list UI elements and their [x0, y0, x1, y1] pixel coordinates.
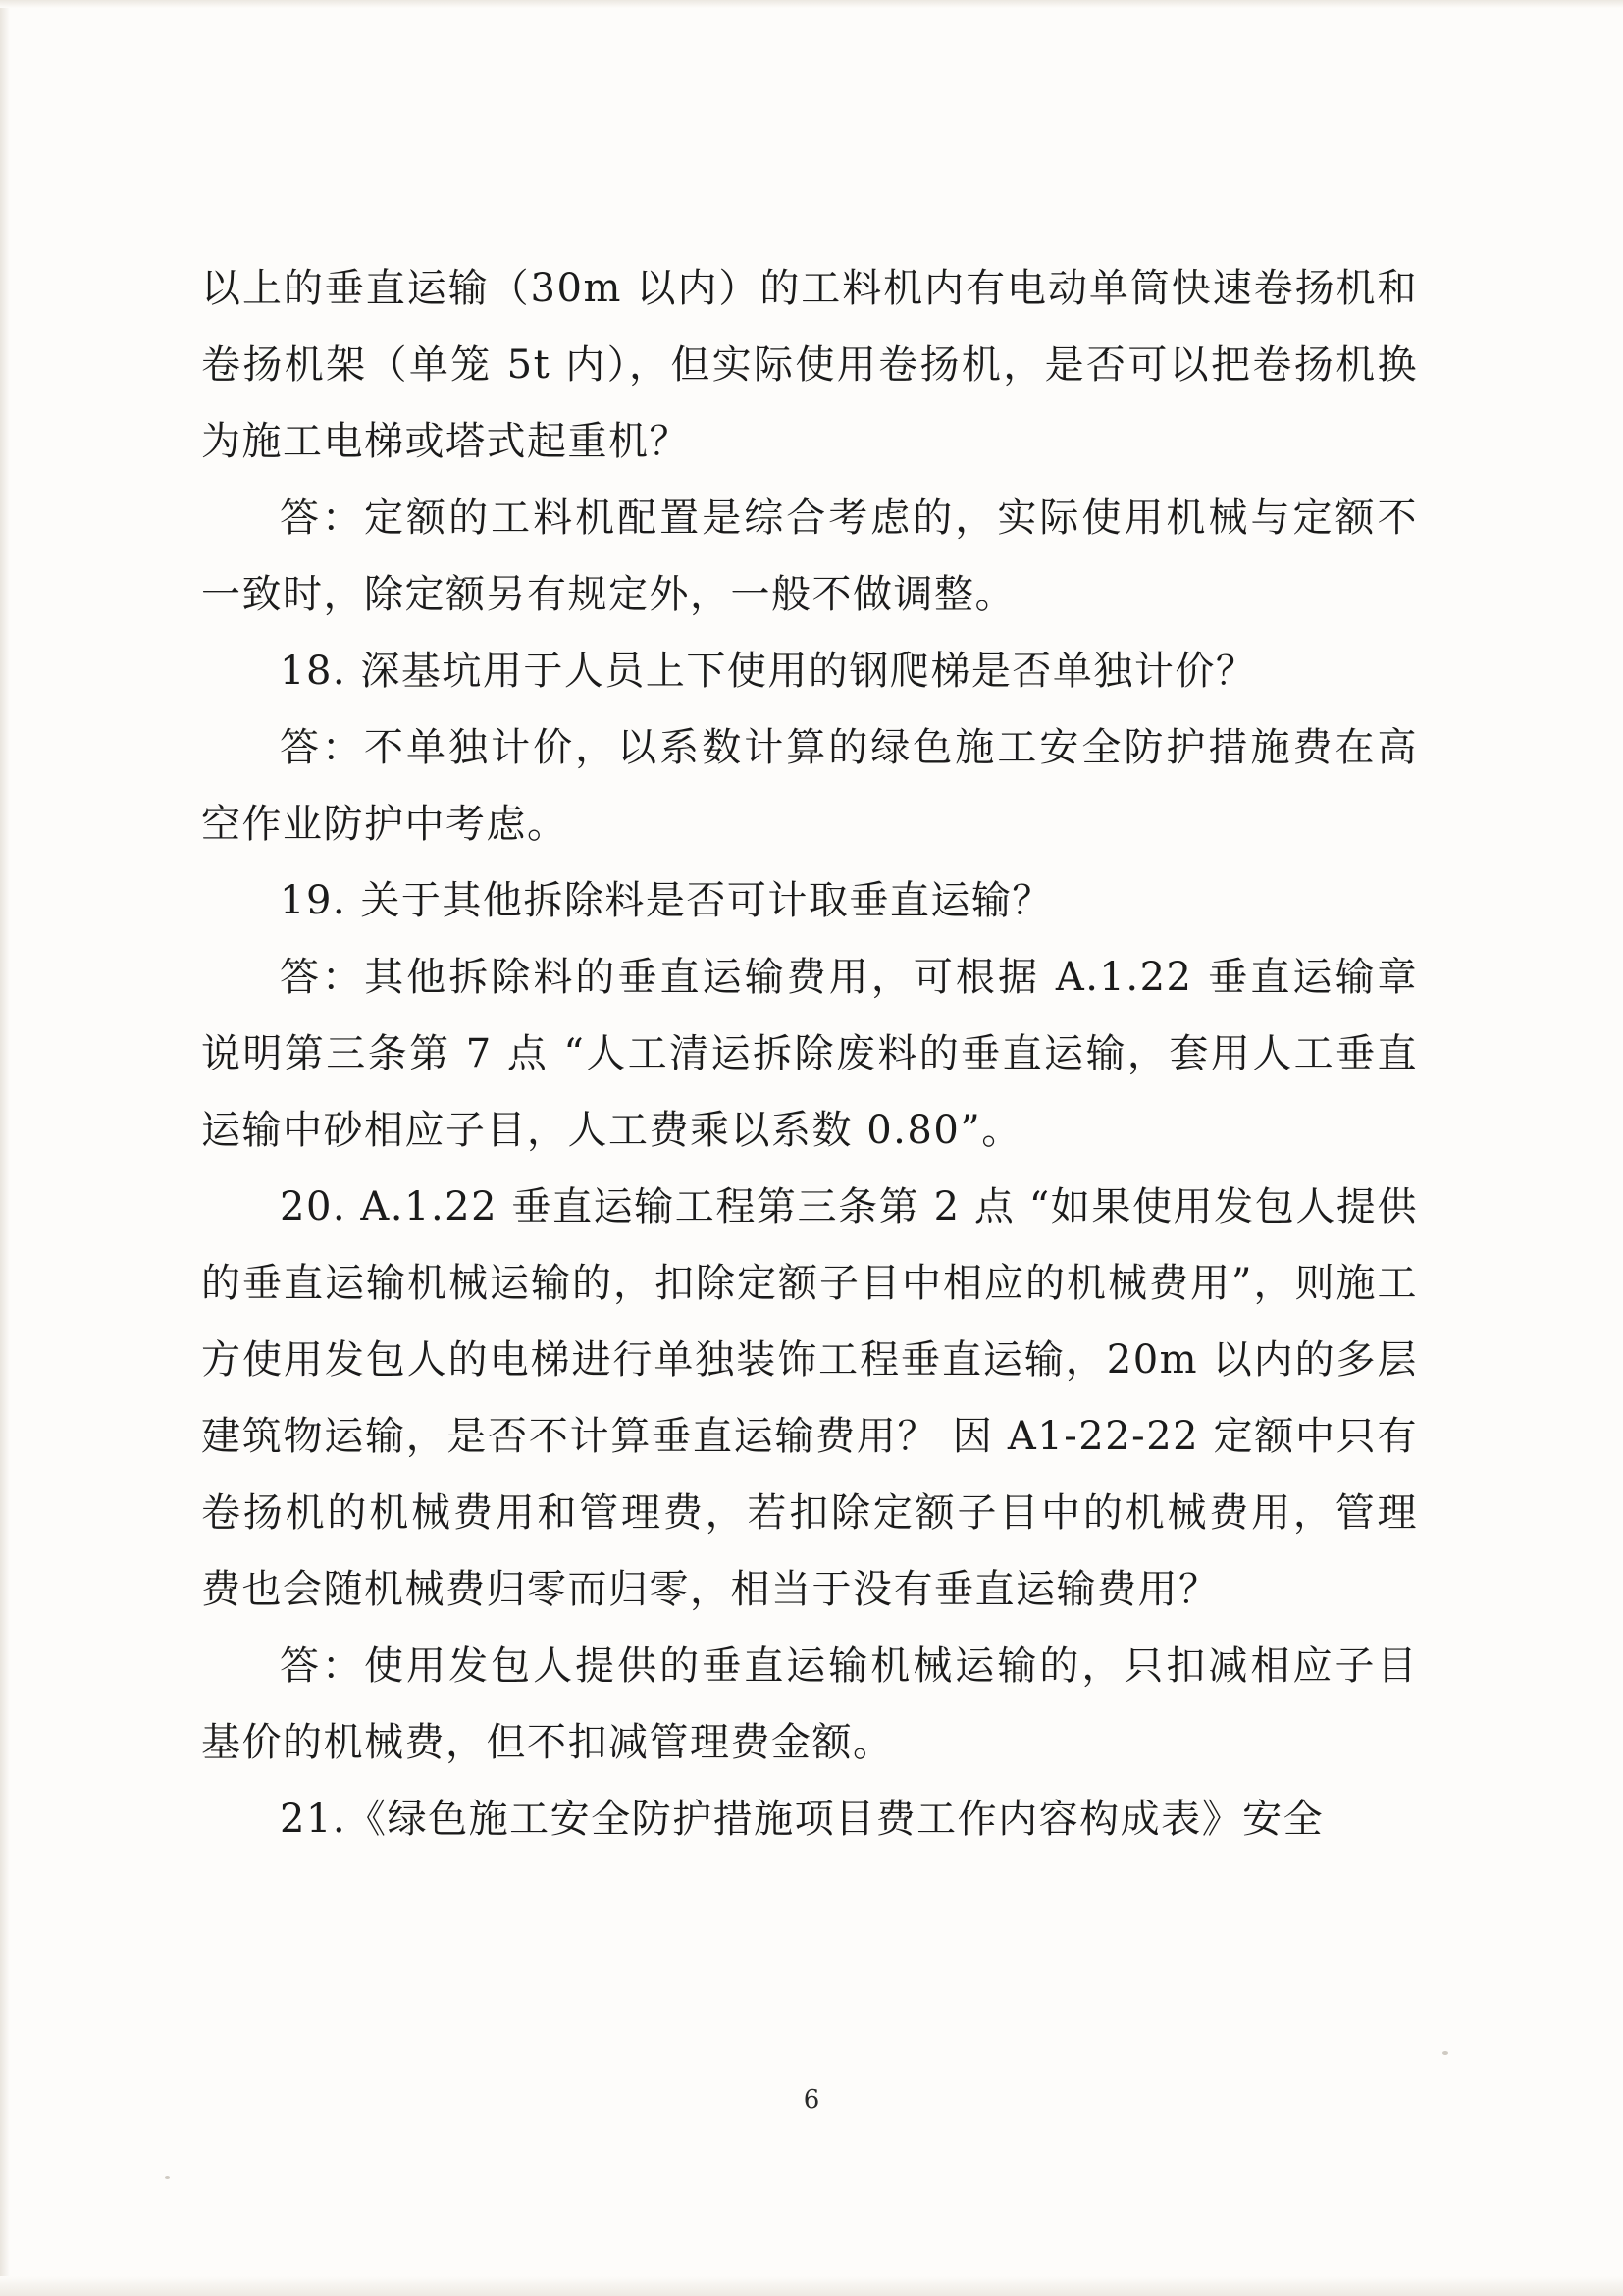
paragraph-1: 以上的垂直运输（30m 以内）的工料机内有电动单筒快速卷扬机和卷扬机架（单笼 5t 内），但实际使用卷扬机，是否可以把卷扬机换为施工电梯或塔式起重机？ — [201, 266, 1418, 464]
paragraph-8-answer: 答：使用发包人提供的垂直运输机械运输的，只扣减相应子目基价的机械费，但不扣减管理费金额。 — [201, 1644, 1418, 1765]
document-body — [201, 250, 1418, 1857]
page-edge-shadow-top — [0, 0, 1623, 8]
paragraph-5-question-19: 19. 关于其他拆除料是否可计取垂直运输？ — [280, 878, 1053, 923]
paragraph-2-answer: 答：定额的工料机配置是综合考虑的，实际使用机械与定额不一致时，除定额另有规定外，一般不做调整。 — [201, 496, 1418, 617]
page-edge-shadow-bottom — [0, 2276, 1623, 2296]
paragraph-4-answer: 答：不单独计价，以系数计算的绿色施工安全防护措施费在高空作业防护中考虑。 — [201, 725, 1418, 847]
paragraph-7-question-20: 20. A.1.22 垂直运输工程第三条第 2 点 “如果使用发包人提供的垂直运输机械运输的，扣除定额子目中相应的机械费用”，则施工方使用发包人的电梯进行单独装饰工程垂直运输，20m 以内的多层建筑物运输，是否不计算垂直运输费用？ 因 A1-22-22 定额中只有卷扬机的机械费用和管理费，若扣除定额子目中的机械费用，管理费也会随机械费归零而归零，相当于没有垂直运输费用？ — [201, 1184, 1418, 1612]
page-number: 6 — [803, 2085, 820, 2114]
paragraph-9-question-21: 21.《绿色施工安全防护措施项目费工作内容构成表》安全 — [280, 1797, 1325, 1842]
paragraph-6-answer: 答：其他拆除料的垂直运输费用，可根据 A.1.22 垂直运输章说明第三条第 7 点 “人工清运拆除废料的垂直运输，套用人工垂直运输中砂相应子目，人工费乘以系数 0.80”。 — [201, 955, 1418, 1153]
scan-speck — [1442, 2051, 1448, 2055]
paragraph-3-question-18: 18. 深基坑用于人员上下使用的钢爬梯是否单独计价？ — [280, 649, 1257, 694]
page-edge-shadow-left — [0, 0, 10, 2296]
scan-speck — [165, 2176, 170, 2179]
